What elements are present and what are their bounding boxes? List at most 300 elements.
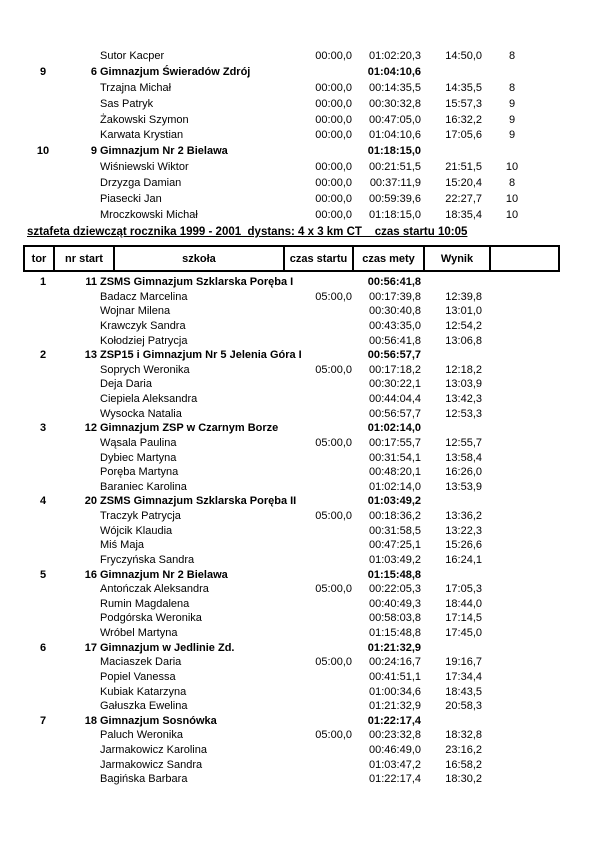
- team-row: [0, 65, 605, 81]
- team-start: [281, 65, 352, 81]
- runner-nr: [40, 81, 97, 97]
- runner-wynik: 18:44,0: [445, 597, 482, 610]
- runner-meta: 00:22:05,3: [369, 583, 421, 596]
- team-row: [0, 144, 605, 160]
- runner-place: [489, 334, 535, 349]
- column-header-tor: tor: [25, 247, 55, 270]
- runner-name: Popiel Vanessa: [100, 670, 176, 683]
- runner-row: [0, 685, 605, 700]
- runner-place: [489, 772, 535, 787]
- runner-place: [489, 611, 535, 626]
- runner-start: [281, 699, 352, 714]
- runner-name: Wysocka Natalia: [100, 407, 182, 420]
- runner-wynik: 19:16,7: [445, 656, 482, 669]
- runner-meta: 00:24:16,7: [369, 656, 421, 669]
- runner-name: Wojnar Milena: [100, 305, 171, 318]
- runner-meta: 00:31:58,5: [369, 524, 421, 537]
- team-row: [0, 714, 605, 729]
- team-place: [489, 494, 535, 509]
- runner-nr: [40, 538, 97, 553]
- runner-start: [281, 743, 352, 758]
- runner-name: Mroczkowski Michał: [100, 208, 198, 221]
- runner-start: 05:00,0: [315, 583, 352, 596]
- runner-meta: 00:18:36,2: [369, 510, 421, 522]
- runner-nr: [40, 524, 97, 539]
- team-nr: 11: [85, 276, 97, 288]
- team-tor: 6: [39, 641, 47, 654]
- runner-nr: [40, 97, 97, 113]
- runner-start: [281, 451, 352, 466]
- runner-place: 10: [505, 208, 519, 221]
- runner-place: [489, 407, 535, 422]
- runner-start: 05:00,0: [315, 510, 352, 522]
- team-row: [0, 568, 605, 583]
- runner-row: [0, 743, 605, 758]
- runner-nr: [40, 685, 97, 700]
- runner-meta: 00:40:49,3: [369, 597, 421, 610]
- runner-nr: [40, 509, 97, 524]
- team-name: Gimnazjum Nr 2 Bielawa: [100, 145, 228, 158]
- runner-start: [281, 407, 352, 422]
- team-meta: 01:02:14,0: [367, 422, 421, 435]
- runner-meta: 00:58:03,8: [369, 612, 421, 625]
- results-table-header: [23, 245, 560, 272]
- runner-wynik: 20:58,3: [445, 700, 482, 713]
- runner-meta: 01:04:10,6: [369, 129, 421, 142]
- runner-place: [489, 509, 535, 524]
- runner-name: Sutor Kacper: [100, 50, 165, 62]
- runner-nr: [40, 192, 97, 208]
- runner-meta: 00:46:49,0: [369, 744, 421, 756]
- runner-nr: [40, 553, 97, 568]
- runner-meta: 00:17:55,7: [369, 436, 421, 449]
- runner-place: [489, 436, 535, 451]
- team-tor: 10: [36, 145, 50, 158]
- runner-row: [0, 363, 605, 378]
- runner-wynik: 14:35,5: [445, 81, 482, 94]
- runner-start: [281, 480, 352, 495]
- runner-name: Antończak Aleksandra: [100, 583, 209, 596]
- team-wynik: [421, 348, 482, 363]
- runner-place: [489, 392, 535, 407]
- team-nr: 16: [84, 568, 97, 581]
- runner-place: [489, 582, 535, 597]
- runner-wynik: 13:53,9: [445, 480, 482, 493]
- runner-name: Paluch Weronika: [100, 729, 183, 742]
- team-start: [281, 641, 352, 656]
- runner-start: [281, 597, 352, 612]
- team-nr: 9: [90, 145, 97, 158]
- column-header-czas-startu: czas startu: [285, 247, 354, 270]
- runner-nr: [40, 290, 97, 305]
- team-start: [281, 275, 352, 290]
- runner-wynik: 17:05,3: [445, 583, 482, 596]
- runner-place: 9: [508, 129, 516, 142]
- runner-meta: 00:21:51,5: [369, 161, 421, 174]
- runner-row: [0, 597, 605, 612]
- runner-start: 05:00,0: [315, 656, 352, 669]
- team-place: [489, 348, 535, 363]
- column-header-wynik: Wynik: [425, 247, 491, 270]
- runner-wynik: 21:51,5: [445, 161, 482, 174]
- runner-row: [0, 407, 605, 422]
- runner-start: [281, 334, 352, 349]
- runner-wynik: 15:57,3: [445, 97, 482, 110]
- runner-row: [0, 113, 605, 129]
- team-tor: 1: [39, 276, 47, 288]
- runner-row: [0, 611, 605, 626]
- team-nr: 20: [84, 495, 97, 508]
- runner-row: [0, 304, 605, 319]
- team-name: ZSP15 i Gimnazjum Nr 5 Jelenia Góra I: [100, 349, 302, 362]
- runner-row: [0, 626, 605, 641]
- runner-wynik: 12:39,8: [445, 290, 482, 303]
- runner-row: [0, 290, 605, 305]
- runner-start: [281, 392, 352, 407]
- runner-row: [0, 772, 605, 787]
- team-start: [281, 714, 352, 729]
- team-place: [489, 144, 535, 160]
- runner-wynik: 18:32,8: [445, 729, 482, 742]
- runner-meta: 01:03:47,2: [369, 758, 421, 771]
- runner-place: [489, 626, 535, 641]
- runner-place: [489, 670, 535, 685]
- team-row: [0, 275, 605, 290]
- team-tor: 9: [39, 65, 47, 78]
- runner-meta: 00:30:22,1: [369, 378, 421, 391]
- runner-row: [0, 97, 605, 113]
- runner-name: Miś Maja: [100, 539, 145, 552]
- runner-nr: [40, 465, 97, 480]
- runner-place: [489, 728, 535, 743]
- runner-wynik: 13:58,4: [445, 451, 482, 464]
- runner-nr: [40, 113, 97, 129]
- team-meta: 01:22:17,4: [367, 714, 421, 727]
- runner-nr: [40, 758, 97, 773]
- runner-start: 00:00,0: [315, 193, 352, 206]
- runner-meta: 01:03:49,2: [369, 553, 421, 566]
- runner-wynik: 22:27,7: [445, 193, 482, 206]
- team-place: [489, 65, 535, 81]
- runner-nr: [40, 160, 97, 176]
- team-meta: 01:03:49,2: [367, 495, 421, 508]
- section-title: sztafeta dziewcząt rocznika 1999 - 2001 dystans: 4 x 3 km CT czas startu 10:05: [27, 226, 468, 238]
- runner-row: [0, 582, 605, 597]
- team-wynik: [421, 714, 482, 729]
- runner-row: [0, 655, 605, 670]
- runner-place: 10: [505, 161, 519, 174]
- runner-name: Baraniec Karolina: [100, 480, 187, 493]
- runner-meta: 01:18:15,0: [369, 208, 421, 221]
- runner-place: [489, 699, 535, 714]
- runner-wynik: 16:24,1: [445, 553, 482, 566]
- runner-wynik: 13:03,9: [445, 378, 482, 391]
- runner-row: [0, 451, 605, 466]
- team-place: [489, 421, 535, 436]
- runner-wynik: 17:14,5: [445, 612, 482, 625]
- team-place: [489, 714, 535, 729]
- runner-wynik: 12:55,7: [445, 436, 482, 449]
- team-nr: 18: [84, 714, 97, 727]
- team-start: [281, 568, 352, 583]
- runner-row: [0, 81, 605, 97]
- runner-row: [0, 319, 605, 334]
- runner-wynik: 15:26,6: [445, 539, 482, 552]
- runner-start: 00:00,0: [315, 161, 352, 174]
- runner-meta: 00:37:11,9: [369, 177, 421, 190]
- runner-wynik: 23:16,2: [445, 744, 482, 756]
- runner-name: Krawczyk Sandra: [100, 319, 186, 332]
- runner-name: Drzyzga Damian: [100, 177, 182, 190]
- runner-nr: [40, 392, 97, 407]
- team-start: [281, 144, 352, 160]
- runner-meta: 00:31:54,1: [369, 451, 421, 464]
- team-wynik: [421, 65, 482, 81]
- runner-wynik: 16:58,2: [445, 758, 482, 771]
- runner-place: [489, 685, 535, 700]
- runner-place: 8: [508, 81, 516, 94]
- boys-relay-results-continuation: [0, 49, 605, 224]
- runner-name: Wójcik Klaudia: [100, 524, 173, 537]
- runner-name: Maciaszek Daria: [100, 656, 182, 669]
- runner-name: Deja Daria: [100, 378, 152, 391]
- runner-nr: [40, 128, 97, 144]
- column-header-nr-start: nr start: [55, 247, 115, 270]
- runner-nr: [40, 728, 97, 743]
- team-meta: 00:56:41,8: [367, 276, 421, 288]
- runner-start: 00:00,0: [315, 50, 352, 62]
- runner-wynik: 17:34,4: [445, 670, 482, 683]
- runner-nr: [40, 699, 97, 714]
- team-row: [0, 348, 605, 363]
- runner-name: Ciepiela Aleksandra: [100, 393, 198, 405]
- runner-nr: [40, 208, 97, 224]
- runner-row: [0, 509, 605, 524]
- runner-place: [489, 290, 535, 305]
- runner-row: [0, 49, 605, 65]
- runner-place: [489, 538, 535, 553]
- runner-name: Wiśniewski Wiktor: [100, 161, 189, 174]
- runner-meta: 00:56:57,7: [369, 407, 421, 420]
- runner-place: 8: [508, 50, 516, 62]
- runner-wynik: 15:20,4: [445, 177, 482, 190]
- runner-place: 8: [508, 177, 516, 190]
- runner-place: [489, 597, 535, 612]
- runner-start: [281, 626, 352, 641]
- team-tor: 5: [39, 568, 47, 581]
- runner-wynik: 13:42,3: [445, 393, 482, 405]
- runner-nr: [40, 363, 97, 378]
- runner-start: 00:00,0: [315, 97, 352, 110]
- runner-name: Bagińska Barbara: [100, 773, 188, 786]
- runner-meta: 01:00:34,6: [369, 685, 421, 698]
- runner-name: Jarmakowicz Sandra: [100, 758, 203, 771]
- team-meta: 01:04:10,6: [367, 65, 421, 78]
- team-start: [281, 348, 352, 363]
- runner-name: Rumin Magdalena: [100, 597, 190, 610]
- runner-wynik: 18:30,2: [445, 773, 482, 786]
- runner-start: [281, 304, 352, 319]
- runner-row: [0, 392, 605, 407]
- runner-meta: 01:02:14,0: [369, 480, 421, 493]
- runner-wynik: 13:36,2: [445, 510, 482, 522]
- runner-place: [489, 553, 535, 568]
- team-wynik: [421, 421, 482, 436]
- runner-meta: 00:47:05,0: [369, 113, 421, 126]
- team-name: Gimnazjum Sosnówka: [100, 714, 217, 727]
- runner-start: 05:00,0: [315, 436, 352, 449]
- runner-row: [0, 465, 605, 480]
- team-row: [0, 421, 605, 436]
- runner-name: Jarmakowicz Karolina: [100, 744, 207, 756]
- runner-name: Sas Patryk: [100, 97, 154, 110]
- runner-name: Podgórska Weronika: [100, 612, 202, 625]
- runner-nr: [40, 176, 97, 192]
- runner-meta: 01:02:20,3: [369, 50, 421, 62]
- runner-start: 00:00,0: [315, 208, 352, 221]
- runner-meta: 00:17:18,2: [369, 363, 421, 376]
- team-nr: 12: [84, 422, 97, 435]
- runner-place: [489, 319, 535, 334]
- runner-wynik: 12:53,3: [445, 407, 482, 420]
- runner-nr: [40, 582, 97, 597]
- team-wynik: [421, 144, 482, 160]
- girls-relay-results: [0, 275, 605, 787]
- runner-row: [0, 670, 605, 685]
- runner-row: [0, 334, 605, 349]
- runner-meta: 00:59:39,6: [369, 193, 421, 206]
- team-tor: 2: [39, 349, 47, 362]
- runner-place: [489, 524, 535, 539]
- runner-meta: 00:47:25,1: [369, 539, 421, 552]
- runner-nr: [40, 772, 97, 787]
- runner-place: [489, 758, 535, 773]
- runner-start: [281, 611, 352, 626]
- runner-row: [0, 553, 605, 568]
- runner-place: [489, 480, 535, 495]
- runner-wynik: 17:45,0: [445, 627, 482, 639]
- runner-wynik: 13:01,0: [445, 305, 482, 318]
- runner-name: Traczyk Patrycja: [100, 510, 181, 522]
- column-header-czas-mety: czas mety: [354, 247, 425, 270]
- runner-start: [281, 553, 352, 568]
- team-meta: 01:18:15,0: [367, 145, 421, 158]
- team-name: Gimnazjum ZSP w Czarnym Borze: [100, 422, 279, 435]
- runner-wynik: 18:43,5: [445, 685, 482, 698]
- runner-nr: [40, 319, 97, 334]
- runner-meta: 00:56:41,8: [369, 334, 421, 347]
- runner-start: 05:00,0: [315, 729, 352, 742]
- runner-place: [489, 363, 535, 378]
- runner-row: [0, 524, 605, 539]
- runner-wynik: 17:05,6: [445, 129, 482, 142]
- runner-start: [281, 538, 352, 553]
- runner-name: Karwata Krystian: [100, 129, 184, 142]
- team-meta: 01:15:48,8: [367, 568, 421, 581]
- team-row: [0, 494, 605, 509]
- team-name: ZSMS Gimnazjum Szklarska Poręba II: [100, 495, 297, 508]
- runner-row: [0, 728, 605, 743]
- runner-row: [0, 377, 605, 392]
- runner-start: 05:00,0: [315, 363, 352, 376]
- runner-name: Badacz Marcelina: [100, 290, 188, 303]
- runner-name: Kołodziej Patrycja: [100, 334, 188, 347]
- runner-place: [489, 465, 535, 480]
- runner-place: 9: [508, 97, 516, 110]
- runner-start: [281, 465, 352, 480]
- runner-meta: 00:23:32,8: [369, 729, 421, 742]
- runner-nr: [40, 611, 97, 626]
- runner-meta: 01:22:17,4: [369, 773, 421, 786]
- runner-nr: [40, 436, 97, 451]
- runner-name: Soprych Weronika: [100, 363, 190, 376]
- runner-wynik: 18:35,4: [445, 208, 482, 221]
- runner-place: [489, 304, 535, 319]
- runner-start: [281, 772, 352, 787]
- team-tor: 7: [39, 714, 47, 727]
- runner-meta: 01:21:32,9: [369, 700, 421, 713]
- runner-wynik: 12:54,2: [445, 319, 482, 332]
- runner-name: Wąsala Paulina: [100, 436, 177, 449]
- runner-meta: 00:41:51,1: [369, 670, 421, 683]
- runner-name: Trzajna Michał: [100, 81, 172, 94]
- runner-row: [0, 176, 605, 192]
- runner-wynik: 13:06,8: [445, 334, 482, 347]
- runner-nr: [40, 655, 97, 670]
- runner-row: [0, 436, 605, 451]
- runner-meta: 00:43:35,0: [369, 319, 421, 332]
- runner-start: [281, 685, 352, 700]
- runner-row: [0, 758, 605, 773]
- runner-start: [281, 758, 352, 773]
- team-nr: 13: [84, 349, 97, 362]
- runner-name: Żakowski Szymon: [100, 113, 189, 126]
- runner-place: [489, 743, 535, 758]
- runner-place: [489, 377, 535, 392]
- runner-row: [0, 192, 605, 208]
- runner-meta: 01:15:48,8: [369, 627, 421, 639]
- runner-name: Wróbel Martyna: [100, 627, 178, 639]
- runner-nr: [40, 451, 97, 466]
- team-tor: 3: [39, 422, 47, 435]
- runner-row: [0, 160, 605, 176]
- team-name: Gimnazjum Nr 2 Bielawa: [100, 568, 228, 581]
- runner-wynik: 13:22,3: [445, 524, 482, 537]
- runner-nr: [40, 407, 97, 422]
- runner-meta: 00:30:32,8: [369, 97, 421, 110]
- team-wynik: [421, 494, 482, 509]
- team-name: Gimnazjum w Jedlinie Zd.: [100, 641, 235, 654]
- runner-start: [281, 319, 352, 334]
- team-place: [489, 568, 535, 583]
- runner-start: 00:00,0: [315, 129, 352, 142]
- runner-name: Fryczyńska Sandra: [100, 553, 195, 566]
- runner-nr: [40, 304, 97, 319]
- runner-nr: [40, 626, 97, 641]
- runner-meta: 00:30:40,8: [369, 305, 421, 318]
- runner-wynik: 12:18,2: [445, 363, 482, 376]
- runner-meta: 00:44:04,4: [369, 393, 421, 405]
- team-place: [489, 641, 535, 656]
- runner-place: 9: [508, 113, 516, 126]
- team-place: [489, 275, 535, 290]
- team-name: ZSMS Gimnazjum Szklarska Poręba I: [100, 276, 294, 288]
- runner-start: [281, 377, 352, 392]
- runner-start: 00:00,0: [315, 113, 352, 126]
- team-nr: 6: [90, 65, 97, 78]
- team-wynik: [421, 275, 482, 290]
- team-tor: 4: [39, 495, 47, 508]
